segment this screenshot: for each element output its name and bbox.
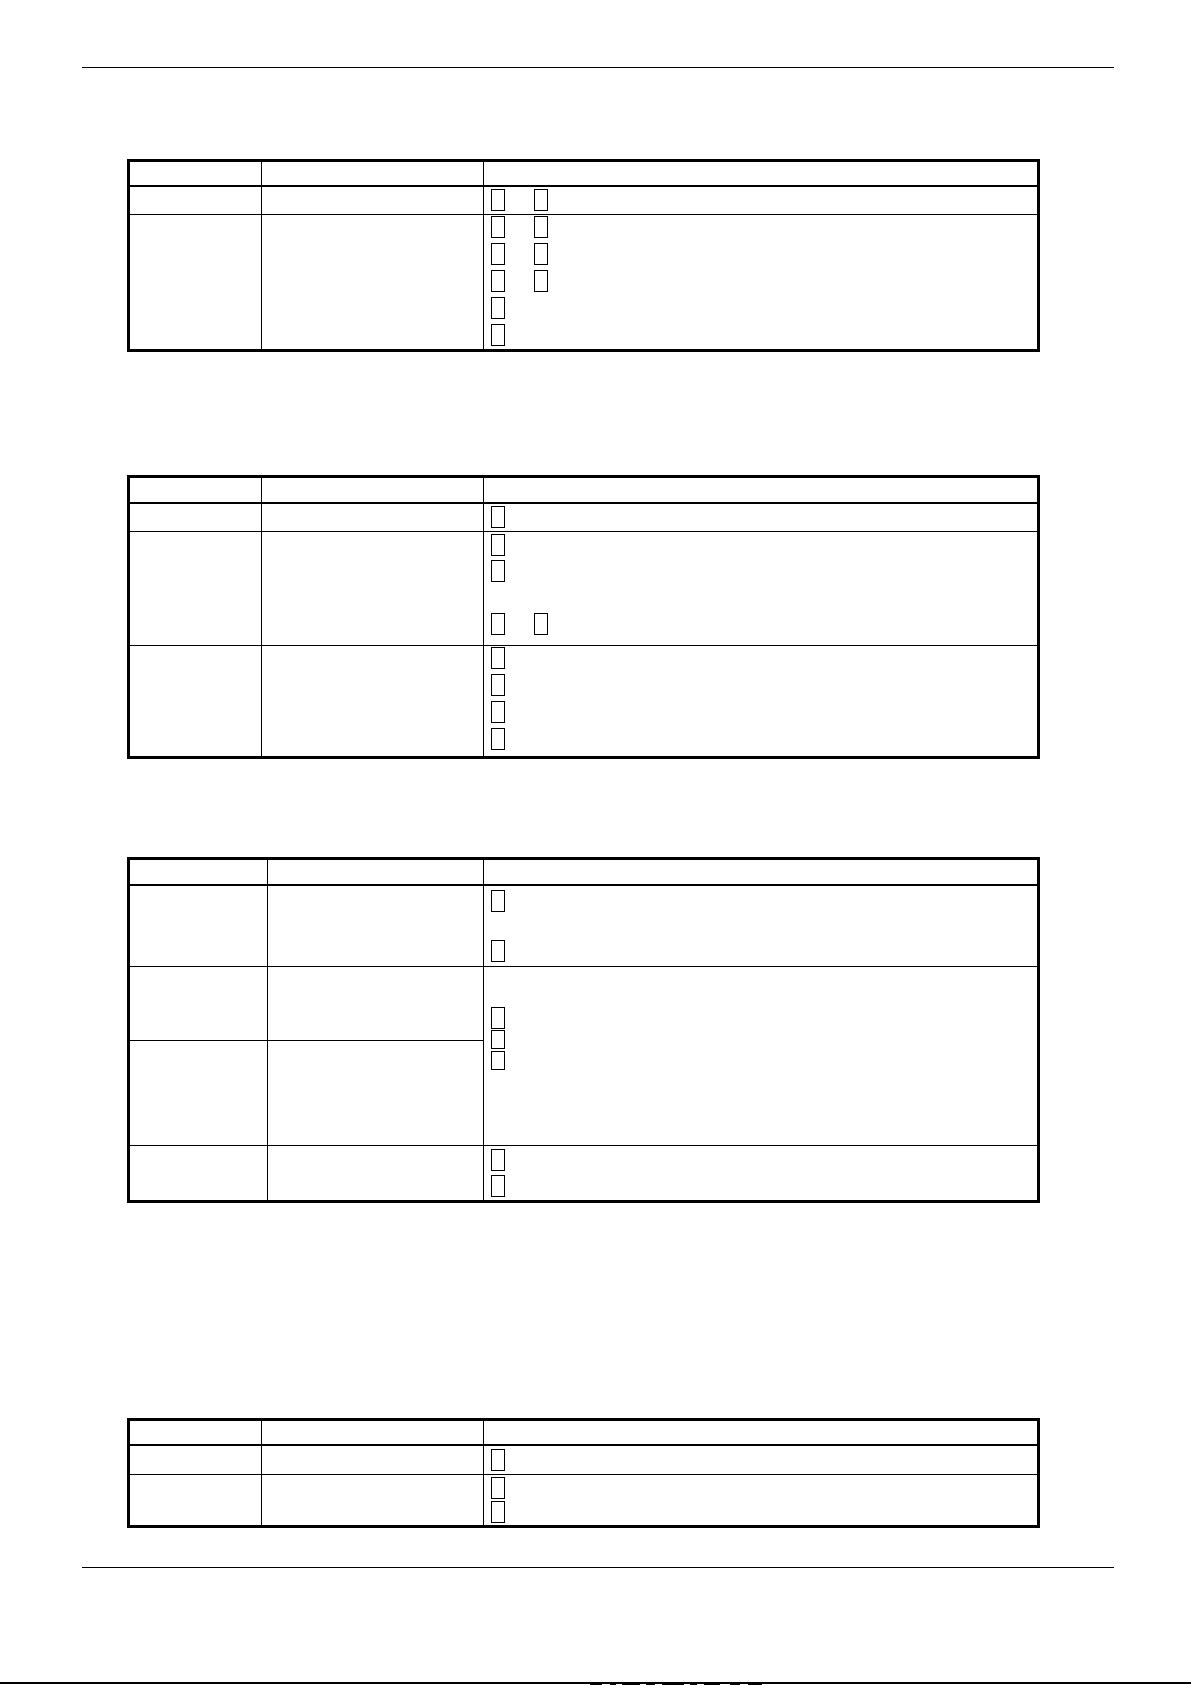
options-cell-merged	[484, 966, 1039, 1145]
table-cell	[262, 186, 484, 215]
options-cell	[484, 885, 1039, 967]
options-cell	[484, 1474, 1039, 1526]
table-cell	[262, 1445, 484, 1475]
header-cell	[129, 477, 262, 503]
table-cell	[129, 966, 268, 1040]
checkbox[interactable]	[491, 1477, 505, 1499]
table-header-row	[129, 1420, 1039, 1445]
header-rule	[82, 67, 1114, 68]
checkbox[interactable]	[491, 701, 505, 723]
table-cell	[129, 531, 262, 645]
checkbox[interactable]	[491, 940, 505, 962]
table-cell	[262, 503, 484, 532]
table-cell	[129, 1040, 268, 1145]
table-cell	[268, 966, 484, 1040]
checkbox[interactable]	[491, 506, 505, 528]
checkbox[interactable]	[491, 324, 505, 346]
table-cell	[129, 1145, 268, 1201]
checkbox[interactable]	[491, 1007, 505, 1029]
table-row	[129, 1474, 1039, 1526]
table-row	[129, 531, 1039, 645]
checkbox[interactable]	[491, 1030, 505, 1049]
checkbox[interactable]	[534, 270, 548, 292]
options-cell	[484, 1145, 1039, 1201]
header-cell	[484, 859, 1039, 885]
checkbox[interactable]	[491, 1175, 505, 1197]
checkbox[interactable]	[491, 1149, 505, 1171]
checkbox[interactable]	[491, 560, 505, 582]
header-cell	[129, 859, 268, 885]
table-row	[129, 1145, 1039, 1201]
table-row	[129, 645, 1039, 757]
table-row	[129, 966, 1039, 1040]
table-cell	[268, 1145, 484, 1201]
header-cell	[129, 1420, 262, 1445]
checkbox[interactable]	[491, 297, 505, 319]
checkbox[interactable]	[534, 216, 548, 238]
checkbox[interactable]	[491, 1449, 505, 1471]
table-cell	[262, 1474, 484, 1526]
table-cell	[129, 214, 262, 350]
table-cell	[262, 531, 484, 645]
checkbox[interactable]	[491, 674, 505, 696]
table-cell	[129, 186, 262, 215]
checkbox[interactable]	[491, 728, 505, 750]
checkbox[interactable]	[534, 243, 548, 265]
header-cell	[268, 859, 484, 885]
form-table-1	[127, 159, 1040, 352]
checkbox[interactable]	[491, 216, 505, 238]
header-cell	[262, 161, 484, 186]
header-cell	[484, 1420, 1039, 1445]
table-cell	[268, 1040, 484, 1145]
table-cell	[262, 214, 484, 350]
checkbox[interactable]	[534, 189, 548, 211]
form-table-2	[127, 475, 1040, 759]
checkbox[interactable]	[491, 613, 505, 635]
form-table-3	[127, 857, 1040, 1203]
options-cell	[484, 645, 1039, 757]
checkbox[interactable]	[491, 534, 505, 556]
checkbox[interactable]	[491, 647, 505, 669]
table-cell	[129, 1474, 262, 1526]
table-header-row	[129, 477, 1039, 503]
options-cell	[484, 531, 1039, 645]
table-row	[129, 186, 1039, 215]
header-cell	[484, 161, 1039, 186]
checkbox[interactable]	[491, 189, 505, 211]
table-cell	[262, 645, 484, 757]
checkbox[interactable]	[491, 270, 505, 292]
table-cell	[129, 503, 262, 532]
header-cell	[262, 477, 484, 503]
header-cell	[129, 161, 262, 186]
header-cell	[262, 1420, 484, 1445]
checkbox[interactable]	[491, 243, 505, 265]
table-row	[129, 503, 1039, 532]
options-cell	[484, 503, 1039, 532]
checkbox[interactable]	[491, 1051, 505, 1070]
table-row	[129, 885, 1039, 967]
header-cell	[484, 477, 1039, 503]
table-cell	[268, 885, 484, 967]
options-cell	[484, 214, 1039, 350]
checkbox[interactable]	[534, 613, 548, 635]
checkbox[interactable]	[491, 890, 505, 912]
table-row	[129, 214, 1039, 350]
table-cell	[129, 1445, 262, 1475]
table-cell	[129, 885, 268, 967]
checkbox[interactable]	[491, 1501, 505, 1523]
form-table-4	[127, 1418, 1040, 1528]
table-header-row	[129, 859, 1039, 885]
table-header-row	[129, 161, 1039, 186]
table-cell	[129, 645, 262, 757]
footer-rule	[82, 1567, 1114, 1568]
options-cell	[484, 1445, 1039, 1475]
options-cell	[484, 186, 1039, 215]
table-row	[129, 1445, 1039, 1475]
